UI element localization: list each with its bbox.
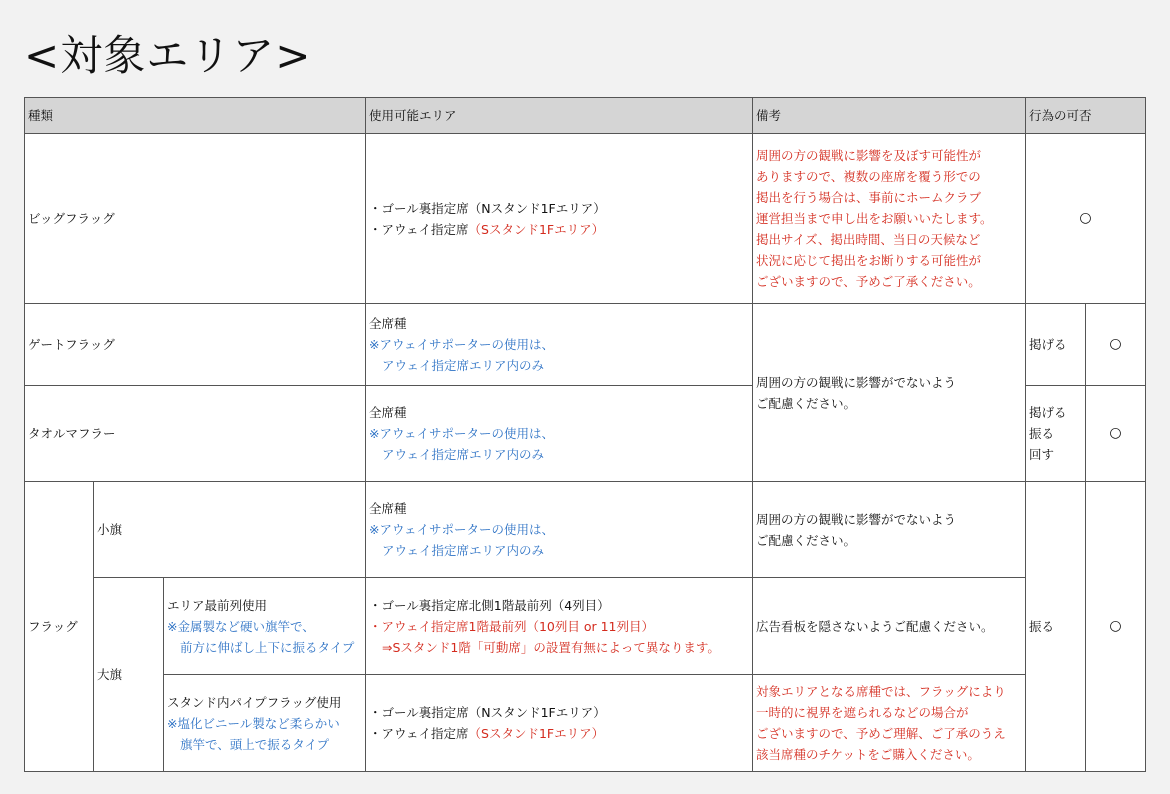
header-area: 使用可能エリア	[366, 98, 753, 134]
towel-name: タオルマフラー	[25, 386, 366, 482]
gate-towel-note-line: ご配慮ください。	[756, 395, 857, 411]
pipe-area-line-1: ・ゴール裏指定席（Nスタンド1Fエリア）	[369, 705, 606, 720]
pipe-desc-2: 旗竿で、頭上で振るタイプ	[180, 736, 330, 752]
gate-flag-action: 掲げる	[1026, 304, 1086, 386]
towel-area-line-3: アウェイ指定席エリア内のみ	[382, 447, 545, 462]
pipe-note-line: 一時的に視界を遮られるなどの場合が	[756, 705, 969, 720]
pipe-area-line-2	[369, 723, 749, 744]
pipe-area-line-2-highlight: （Sスタンド1Fエリア）	[468, 726, 605, 741]
big-flag-area-line-1: ・ゴール裏指定席（Nスタンド1Fエリア）	[369, 200, 606, 216]
pipe-area-line-2-text: ・アウェイ指定席	[369, 726, 469, 741]
header-type: 種類	[25, 98, 366, 134]
front-area-line-2: ・アウェイ指定席1階最前列（10列目 or 11列目）	[369, 618, 654, 634]
header-permit: 行為の可否	[1026, 98, 1146, 134]
gate-towel-notes	[753, 304, 1026, 482]
front-desc-1: ※金属製など硬い旗竿で、	[167, 618, 315, 634]
large-flag-front-area	[366, 578, 753, 675]
gate-towel-note-line: 周囲の方の観戦に影響がでないよう	[756, 374, 957, 390]
gate-flag-area-line-1: 全席種	[369, 316, 407, 331]
small-flag-name: 小旗	[94, 482, 366, 578]
big-flag-note-line: 掲出サイズ、掲出時間、当日の天候など	[756, 232, 981, 247]
small-flag-notes	[753, 482, 1026, 578]
big-flag-area-line-2-text: ・アウェイ指定席	[369, 221, 469, 237]
pipe-note-line: 対象エリアとなる席種では、フラッグにより	[756, 684, 1006, 699]
large-flag-pipe-notes	[753, 675, 1026, 772]
front-desc-2: 前方に伸ばし上下に振るタイプ	[180, 639, 355, 655]
large-flag-front-notes: 広告看板を隠さないようご配慮ください。	[753, 578, 1026, 675]
big-flag-note-line: ありますので、複数の座席を覆う形での	[756, 169, 981, 184]
big-flag-note-line: 掲出を行う場合は、事前にホームクラブ	[756, 190, 982, 205]
page-title: <対象エリア>	[24, 31, 312, 80]
towel-action-3: 回す	[1029, 447, 1055, 462]
gate-flag-area-line-3: アウェイ指定席エリア内のみ	[382, 358, 545, 373]
gate-flag-mark: ○	[1086, 304, 1146, 386]
large-flag-pipe-area	[366, 675, 753, 772]
gate-flag-area-line-2: ※アウェイサポーターの使用は、	[369, 337, 554, 352]
big-flag-note-line: ございますので、予めご了承ください。	[756, 274, 981, 289]
small-flag-area	[366, 482, 753, 578]
towel-mark: ○	[1086, 386, 1146, 482]
big-flag-area-line-2-highlight: （Sスタンド1Fエリア）	[468, 221, 605, 237]
front-area-line-1: ・ゴール裏指定席北側1階最前列（4列目）	[369, 597, 610, 613]
gate-flag-name: ゲートフラッグ	[25, 304, 366, 386]
small-flag-note-line: 周囲の方の観戦に影響がでないよう	[756, 511, 957, 527]
front-area-line-3: ⇒Sスタンド1階「可動席」の設置有無によって異なります。	[382, 639, 720, 655]
gate-flag-area	[366, 304, 753, 386]
pipe-label: スタンド内パイプフラッグ使用	[167, 694, 342, 710]
towel-area-line-2: ※アウェイサポーターの使用は、	[369, 426, 554, 441]
header-notes: 備考	[753, 98, 1026, 134]
towel-area-line-1: 全席種	[369, 405, 407, 420]
small-flag-note-line: ご配慮ください。	[756, 532, 857, 548]
flag-action: 振る	[1026, 482, 1086, 772]
small-flag-area-line-2: ※アウェイサポーターの使用は、	[369, 522, 554, 537]
target-area-table	[24, 97, 1146, 772]
big-flag-note-line: 状況に応じて掲出をお断りする可能性が	[756, 253, 982, 268]
towel-actions	[1026, 386, 1086, 482]
large-flag-front-label	[164, 578, 366, 675]
big-flag-note-line: 運営担当まで申し出をお願いいたします。	[756, 211, 993, 226]
pipe-note-line: ございますので、予めご理解、ご了承のうえ	[756, 726, 1006, 741]
front-label: エリア最前列使用	[167, 597, 268, 613]
small-flag-area-line-3: アウェイ指定席エリア内のみ	[382, 543, 545, 558]
big-flag-name: ビッグフラッグ	[25, 134, 366, 304]
big-flag-area-line-2	[369, 219, 749, 240]
flag-mark: ○	[1086, 482, 1146, 772]
pipe-note-line: 該当席種のチケットをご購入ください。	[756, 747, 980, 762]
flag-name: フラッグ	[25, 482, 94, 772]
big-flag-note-line: 周囲の方の観戦に影響を及ぼす可能性が	[756, 148, 982, 163]
towel-action-2: 振る	[1029, 426, 1055, 441]
towel-action-1: 掲げる	[1029, 405, 1067, 420]
big-flag-notes	[753, 134, 1026, 304]
small-flag-area-line-1: 全席種	[369, 501, 407, 516]
large-flag-pipe-label	[164, 675, 366, 772]
towel-area	[366, 386, 753, 482]
pipe-desc-1: ※塩化ビニール製など柔らかい	[167, 715, 340, 731]
big-flag-area	[366, 134, 753, 304]
big-flag-mark: ○	[1026, 134, 1146, 304]
large-flag-name: 大旗	[94, 578, 164, 772]
